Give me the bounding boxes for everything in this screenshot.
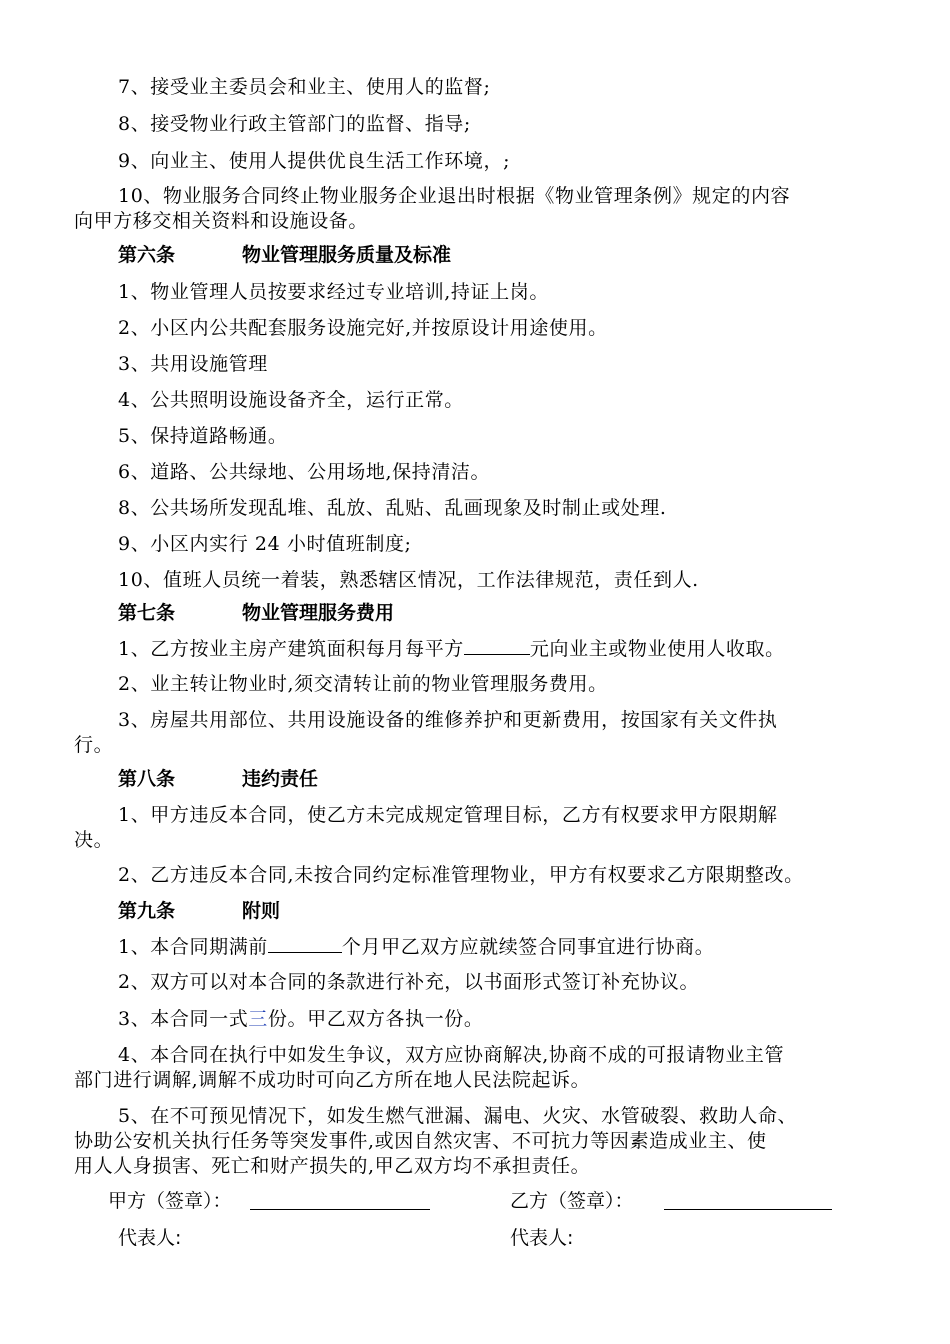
- copies-count: 三: [248, 1008, 268, 1030]
- article9-number: 第九条: [118, 900, 176, 922]
- article6-item: 10、值班人员统一着装，熟悉辖区情况，工作法律规范，责任到人.: [118, 569, 699, 591]
- article9-item1: [118, 934, 888, 960]
- article8-title: 违约责任: [242, 768, 319, 790]
- article7-item1-text-end: 元向业主或物业使用人收取。: [529, 638, 785, 660]
- article9-item4-cont: 部门进行调解,调解不成功时可向乙方所在地人民法院起诉。: [74, 1069, 591, 1091]
- section5-item-10: 10、物业服务合同终止物业服务企业退出时根据《物业管理条例》规定的内容: [118, 185, 791, 207]
- article7-title: 物业管理服务费用: [242, 602, 395, 624]
- fee-blank-field[interactable]: [464, 636, 530, 655]
- article9-item3-text-end: 份。甲乙双方各执一份。: [267, 1008, 484, 1030]
- article8-heading: [118, 766, 318, 792]
- section5-item-7: 7、接受业主委员会和业主、使用人的监督;: [118, 76, 491, 98]
- section5-item-9: 9、向业主、使用人提供优良生活工作环境，;: [118, 150, 511, 172]
- article7-item1: [118, 636, 888, 662]
- article7-number: 第七条: [118, 602, 176, 624]
- article9-item3-text: 3、本合同一式: [118, 1008, 249, 1030]
- party-b-signature-label: 乙方（签章）：: [510, 1190, 634, 1212]
- article6-item: 3、共用设施管理: [118, 353, 268, 375]
- article6-item: 2、小区内公共配套服务设施完好,并按原设计用途使用。: [118, 317, 608, 339]
- article7-item1-text: 1、乙方按业主房产建筑面积每月每平方: [118, 638, 464, 660]
- article6-item: 4、公共照明设施设备齐全，运行正常。: [118, 389, 464, 411]
- party-a-representative-label: 代表人:: [118, 1227, 182, 1249]
- article6-heading: [118, 242, 451, 268]
- party-b-representative-label: 代表人:: [510, 1227, 574, 1249]
- months-blank-field[interactable]: [268, 934, 342, 953]
- article8-item1: 1、甲方违反本合同，使乙方未完成规定管理目标，乙方有权要求甲方限期解: [118, 804, 778, 826]
- article9-item2: 2、双方可以对本合同的条款进行补充，以书面形式签订补充协议。: [118, 971, 700, 993]
- article9-item1-text: 1、本合同期满前: [118, 936, 268, 958]
- party-a-signature-label: 甲方（签章）：: [108, 1190, 232, 1212]
- article9-item5-cont2: 用人人身损害、死亡和财产损失的,甲乙双方均不承担责任。: [74, 1155, 591, 1177]
- article9-item5: 5、在不可预见情况下，如发生燃气泄漏、漏电、火灾、水管破裂、救助人命、: [118, 1105, 798, 1127]
- article6-title: 物业管理服务质量及标准: [242, 244, 452, 266]
- article9-item3: [118, 1006, 888, 1032]
- article6-item: 1、物业管理人员按要求经过专业培训,持证上岗。: [118, 281, 549, 303]
- article8-item1-cont: 决。: [74, 829, 114, 851]
- article9-item4: 4、本合同在执行中如发生争议，双方应协商解决,协商不成的可报请物业主管: [118, 1044, 785, 1066]
- article7-heading: [118, 600, 394, 626]
- article8-number: 第八条: [118, 768, 176, 790]
- party-a-signature-field[interactable]: [250, 1209, 430, 1210]
- article9-item1-text-end: 个月甲乙双方应就续签合同事宜进行协商。: [341, 936, 715, 958]
- section5-item-10-cont: 向甲方移交相关资料和设施设备。: [74, 210, 369, 232]
- article6-item: 8、公共场所发现乱堆、乱放、乱贴、乱画现象及时制止或处理.: [118, 497, 667, 519]
- article9-title: 附则: [242, 900, 281, 922]
- article6-item: 6、道路、公共绿地、公用场地,保持清洁。: [118, 461, 491, 483]
- article6-number: 第六条: [118, 244, 176, 266]
- article7-item3: 3、房屋共用部位、共用设施设备的维修养护和更新费用，按国家有关文件执: [118, 709, 778, 731]
- article8-item2: 2、乙方违反本合同,未按合同约定标准管理物业，甲方有权要求乙方限期整改。: [118, 864, 804, 886]
- article9-item5-cont: 协助公安机关执行任务等突发事件,或因自然灾害、不可抗力等因素造成业主、使: [74, 1130, 767, 1152]
- article7-item3-cont: 行。: [74, 734, 114, 756]
- article7-item2: 2、业主转让物业时,须交清转让前的物业管理服务费用。: [118, 673, 608, 695]
- article6-item: 5、保持道路畅通。: [118, 425, 288, 447]
- section5-item-8: 8、接受物业行政主管部门的监督、指导;: [118, 113, 471, 135]
- party-b-signature-field[interactable]: [664, 1209, 832, 1210]
- article6-item: 9、小区内实行 24 小时值班制度;: [118, 533, 412, 555]
- article9-heading: [118, 898, 280, 924]
